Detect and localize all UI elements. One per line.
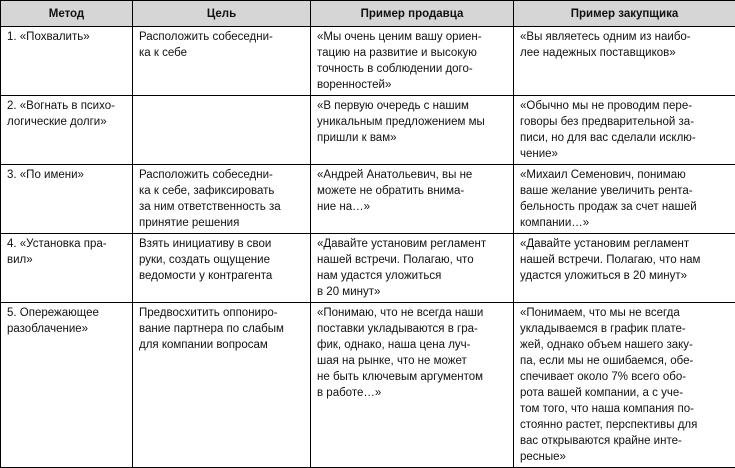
buyer-example-cell: «Обычно мы не проводим пере- говоры без предварительной за- писи, но для вас сделали исклю- чение»: [514, 96, 735, 165]
goal-cell: Взять инициативу в свои руки, создать ощущение ведомости у контрагента: [133, 234, 311, 303]
goal-cell: Предвосхитить оппониро- вание партнера по слабым для компании вопросам: [133, 303, 311, 468]
goal-cell: Расположить собеседни- ка к себе: [133, 27, 311, 96]
table-row: [1, 234, 735, 303]
table-row: [1, 165, 735, 234]
seller-example-cell: «В первую очередь с нашим уникальным предложением мы пришли к вам»: [311, 96, 514, 165]
method-cell: 2. «Вогнать в психо- логические долги»: [1, 96, 133, 165]
header-method: Метод: [1, 1, 133, 27]
method-cell: 3. «По имени»: [1, 165, 133, 234]
header-goal: Цель: [133, 1, 311, 27]
table-row: [1, 96, 735, 165]
table-row: [1, 27, 735, 96]
buyer-example-cell: «Понимаем, что мы не всегда укладываемся в график плате- жей, однако объем нашего заку- па, если мы не ошибаемся, обе- спечивает около 7% всего обо- рота вашей компании, а с уче- том того, что наша компания по- стоянно растет, перспективы для вас открываются крайне инте- ресные»: [514, 303, 735, 468]
method-cell: 5. Опережающее разоблачение»: [1, 303, 133, 468]
table-row: [1, 303, 735, 468]
seller-example-cell: «Мы очень ценим вашу ориен- тацию на развитие и высокую точность в соблюдении дого- воренностей»: [311, 27, 514, 96]
header-buyer-example: Пример закупщика: [514, 1, 735, 27]
buyer-example-cell: «Давайте установим регламент нашей встречи. Полагаю, что нам удастся уложиться в 20 минут»: [514, 234, 735, 303]
buyer-example-cell: «Вы являетесь одним из наибо- лее надежных поставщиков»: [514, 27, 735, 96]
goal-cell: Расположить собеседни- ка к себе, зафиксировать за ним ответственность за принятие решения: [133, 165, 311, 234]
goal-cell: [133, 96, 311, 165]
seller-example-cell: «Давайте установим регламент нашей встречи. Полагаю, что нам удастся уложиться в 20 минут»: [311, 234, 514, 303]
header-row: [1, 1, 735, 27]
seller-example-cell: «Понимаю, что не всегда наши поставки укладываются в гра- фик, однако, наша цена луч- шая на рынке, что не может не быть ключевым аргументом в работе…»: [311, 303, 514, 468]
buyer-example-cell: «Михаил Семенович, понимаю ваше желание увеличить рента- бельность продаж за счет нашей компании…»: [514, 165, 735, 234]
table-header: [1, 1, 735, 27]
method-cell: 4. «Установка пра- вил»: [1, 234, 133, 303]
seller-example-cell: «Андрей Анатольевич, вы не можете не обратить внима- ние на…»: [311, 165, 514, 234]
method-cell: 1. «Похвалить»: [1, 27, 133, 96]
header-seller-example: Пример продавца: [311, 1, 514, 27]
table-body: [1, 27, 735, 468]
